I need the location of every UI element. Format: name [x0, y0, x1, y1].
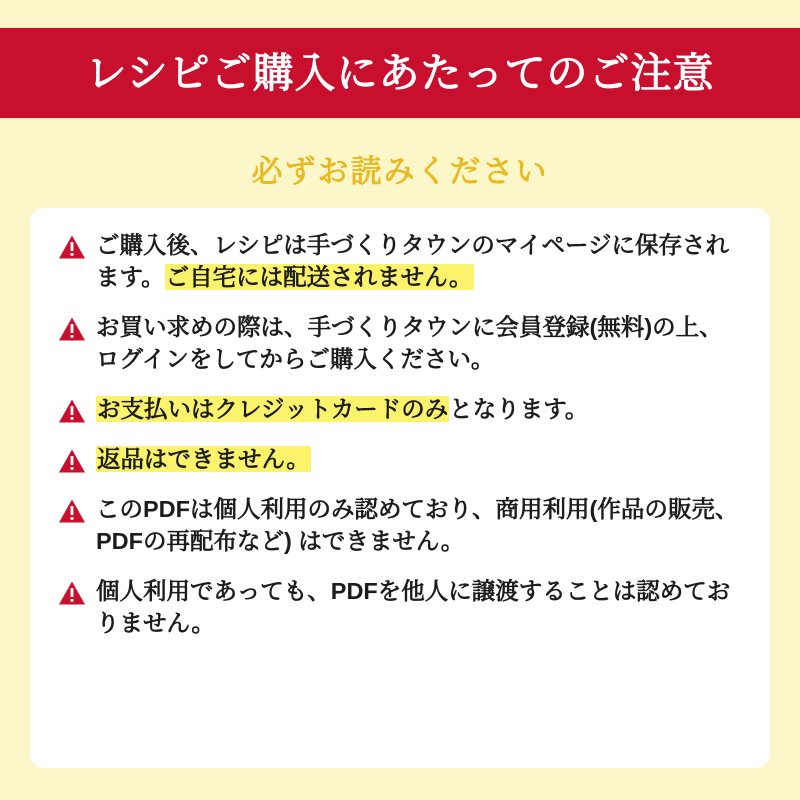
- notice-item-text: [96, 312, 742, 376]
- highlighted-text: お支払いはクレジットカードのみ: [97, 395, 449, 422]
- plain-text: 個人利用であっても、PDFを他人に譲渡することは認めておりません。: [96, 577, 731, 636]
- notice-item-text: [96, 494, 742, 558]
- page-subtitle: 必ずお読みください: [251, 154, 549, 189]
- warning-triangle-icon: [58, 580, 86, 606]
- plain-text: となります。: [449, 395, 589, 422]
- highlighted-text: 返品はできません。: [97, 445, 310, 472]
- highlighted-text: ご自宅には配送されません。: [165, 263, 473, 290]
- notice-card: [30, 208, 770, 768]
- plain-text: お買い求めの際は、手づくりタウンに会員登録(無料)の上、ログインをしてからご購入ください。: [96, 313, 723, 372]
- notice-item: [58, 394, 742, 426]
- notice-item-text: [96, 394, 588, 426]
- notice-item: [58, 576, 742, 640]
- plain-text: このPDFは個人利用のみ認めており、商用利用(作品の販売、PDFの再配布など) はできません。: [96, 495, 739, 554]
- notice-item: [58, 230, 742, 294]
- notice-item: [58, 494, 742, 558]
- warning-triangle-icon: [58, 498, 86, 524]
- notice-item-text: [96, 576, 742, 640]
- notice-item-text: [96, 444, 311, 476]
- plain-text: ご購入後、レシピは手づくりタウンのマイページに保存されます。: [96, 232, 729, 290]
- warning-triangle-icon: [58, 448, 86, 474]
- warning-triangle-icon: [58, 398, 86, 424]
- notice-item: [58, 312, 742, 376]
- notice-item-text: [96, 230, 742, 294]
- warning-triangle-icon: [58, 234, 86, 260]
- notice-item: [58, 444, 742, 476]
- page-title: レシピご購入にあたってのご注意: [85, 49, 715, 96]
- header-banner: [0, 28, 800, 118]
- notice-list: [58, 230, 742, 640]
- warning-triangle-icon: [58, 316, 86, 342]
